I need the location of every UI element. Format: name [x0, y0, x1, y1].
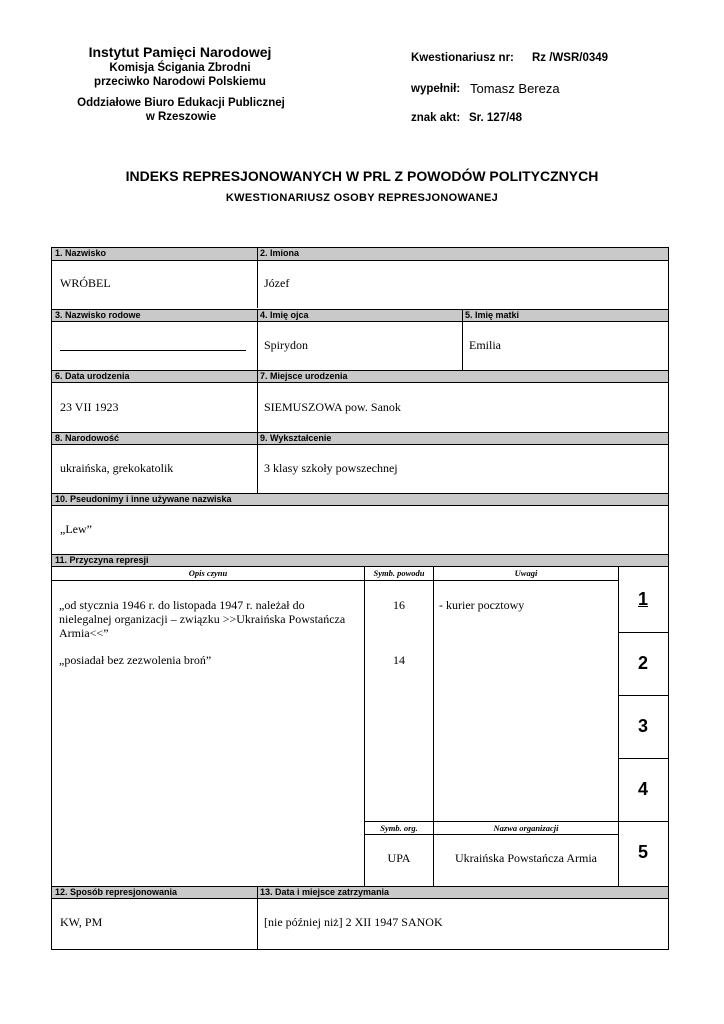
notes-1: - kurier pocztowy: [439, 598, 525, 612]
divider: [618, 758, 668, 759]
institute-name: Instytut Pamięci Narodowej: [88, 44, 272, 60]
birth-date-value: 23 VII 1923: [60, 400, 119, 414]
column-reason-symbol: Symb. powodu: [373, 568, 425, 578]
surname-value: WRÓBEL: [60, 276, 111, 290]
office-line-1: Oddziałowe Biuro Edukacji Publicznej: [77, 97, 285, 109]
questionnaire-form: [51, 247, 669, 950]
divider: [257, 432, 258, 493]
divider: [618, 695, 668, 696]
family-name-blank-line: [60, 350, 246, 351]
office-line-2: w Rzeszowie: [145, 111, 217, 123]
entry-number-4: 4: [637, 779, 648, 799]
document-title: INDEKS REPRESJONOWANYCH W PRL Z POWODÓW POLITYCZNYCH: [125, 168, 599, 184]
father-name-value: Spirydon: [264, 338, 309, 352]
divider: [462, 309, 463, 370]
org-header-line-bottom: [364, 834, 618, 835]
document-subtitle: KWESTIONARIUSZ OSOBY REPRESJONOWANEJ: [225, 192, 499, 204]
pseudonyms-value: „Lew”: [60, 522, 92, 536]
filled-by-label: wypełnił:: [411, 83, 461, 95]
reason-symbol-2: 14: [393, 653, 405, 667]
filled-by-value: Tomasz Bereza: [470, 81, 560, 96]
questionnaire-number-value: Rz /WSR/0349: [532, 52, 609, 64]
education-value: 3 klasy szkoły powszechnej: [264, 461, 398, 475]
divider: [257, 370, 258, 432]
entry-number-5: 5: [637, 842, 648, 862]
birth-place-value: SIEMUSZOWA pow. Sanok: [264, 400, 401, 414]
org-name-label: Nazwa organizacji: [493, 823, 559, 833]
entry-number-1: 1: [637, 589, 648, 609]
column-act-description: Opis czynu: [188, 568, 228, 578]
mother-name-label: 5. Imię matki: [462, 309, 668, 322]
act-description-2: „posiadał bez zezwolenia broń”: [59, 653, 212, 667]
commission-line-1: Komisja Ścigania Zbrodni: [109, 62, 251, 74]
father-name-label: 4. Imię ojca: [257, 309, 462, 322]
first-names-value: Józef: [264, 276, 290, 290]
org-name-value: Ukraińska Powstańcza Armia: [455, 851, 597, 865]
nationality-value: ukraińska, grekokatolik: [60, 461, 174, 475]
education-label: 9. Wykształcenie: [257, 432, 668, 445]
questionnaire-number-label: Kwestionariusz nr:: [411, 52, 514, 64]
entry-number-3: 3: [637, 716, 648, 736]
surname-label: 1. Nazwisko: [52, 248, 257, 261]
divider: [257, 309, 258, 370]
birth-place-label: 7. Miejsce urodzenia: [257, 370, 668, 383]
divider: [433, 567, 434, 886]
org-symbol-label: Symb. org.: [380, 823, 418, 833]
first-names-label: 2. Imiona: [257, 248, 668, 261]
commission-line-2: przeciwko Narodowi Polskiemu: [94, 76, 266, 88]
org-header-line-top: [364, 821, 618, 822]
divider: [618, 821, 668, 822]
divider: [364, 567, 365, 886]
birth-date-label: 6. Data urodzenia: [52, 370, 257, 383]
act-description-1: „od stycznia 1946 r. do listopada 1947 r. należał do nielegalnej organizacji – związku >>Ukraińska Powstańcza Armia<<”: [59, 598, 346, 640]
table-header-line: [52, 580, 618, 581]
divider: [257, 248, 258, 308]
pseudonyms-label: 10. Pseudonimy i inne używane nazwiska: [52, 493, 668, 506]
reason-symbol-1: 16: [393, 598, 405, 612]
divider: [257, 886, 258, 950]
repression-method-value: KW, PM: [60, 915, 103, 929]
family-name-label: 3. Nazwisko rodowe: [52, 309, 257, 322]
repression-cause-label: 11. Przyczyna represji: [52, 554, 668, 567]
nationality-label: 8. Narodowość: [52, 432, 257, 445]
divider: [618, 632, 668, 633]
org-symbol-value: UPA: [387, 851, 411, 865]
arrest-label: 13. Data i miejsce zatrzymania: [257, 886, 668, 899]
repression-method-label: 12. Sposób represjonowania: [52, 886, 257, 899]
arrest-value: [nie później niż] 2 XII 1947 SANOK: [264, 915, 443, 929]
column-notes: Uwagi: [514, 568, 538, 578]
entry-number-2: 2: [637, 653, 648, 673]
mother-name-value: Emilia: [469, 338, 501, 352]
file-reference-label: znak akt:: [411, 112, 461, 124]
file-reference-value: Sr. 127/48: [469, 112, 523, 124]
